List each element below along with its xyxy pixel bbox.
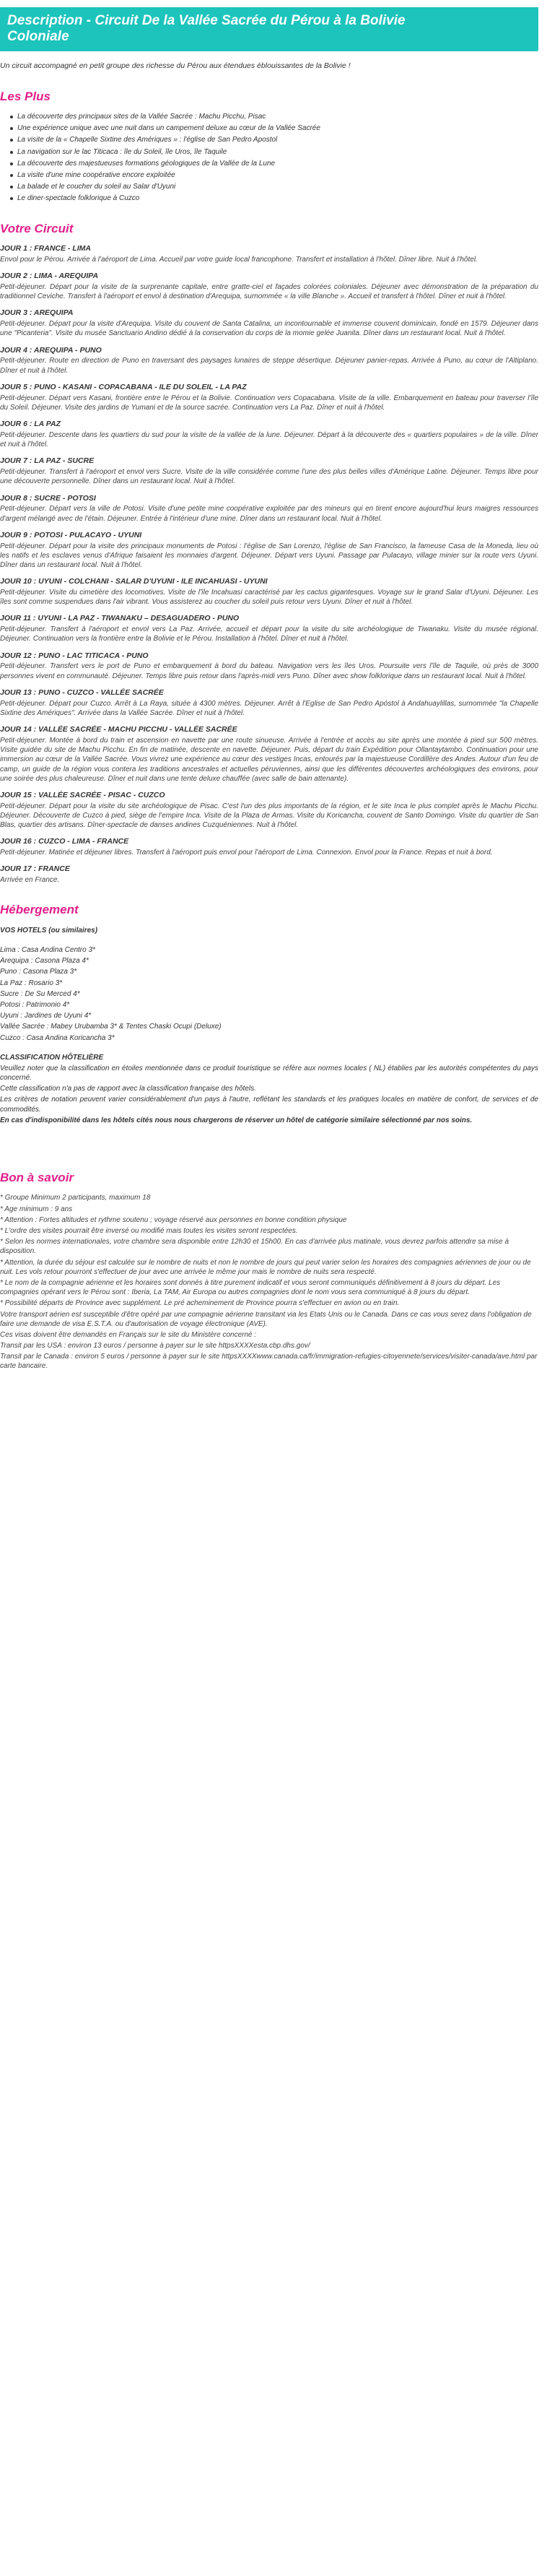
good-to-know-item: * Attention : Fortes altitudes et rythme soutenu ; voyage réservé aux personnes en bonne condition physique bbox=[0, 1215, 347, 1224]
day-title: JOUR 8 : SUCRE - POTOSI bbox=[0, 493, 96, 503]
itinerary-day bbox=[0, 688, 538, 718]
itinerary-day bbox=[0, 725, 538, 784]
itinerary-day bbox=[0, 308, 538, 338]
highlight-item: La balade et le coucher du soleil au Salar d'Uyuni bbox=[12, 182, 538, 191]
day-description: Arrivée en France. bbox=[0, 876, 60, 885]
itinerary-day bbox=[0, 531, 538, 570]
hotel-item: Arequipa : Casona Plaza 4* bbox=[0, 957, 89, 966]
page bbox=[0, 7, 547, 1387]
day-title: JOUR 4 : AREQUIPA - PUNO bbox=[0, 345, 102, 355]
section-title-circuit: Votre Circuit bbox=[0, 221, 74, 235]
day-title: JOUR 10 : UYUNI - COLCHANI - SALAR D'UYUNI - ILE INCAHUASI - UYUNI bbox=[0, 577, 268, 586]
day-title: JOUR 9 : POTOSI - PULACAYO - UYUNI bbox=[0, 530, 142, 539]
day-description: Petit-déjeuner. Départ pour la visite de la surprenante capitale, entre gratte-ciel et façades colorées coloniales. Déjeuner avec démonstration de la préparation du traditionnel Ceviche. Transfert à l'aéroport et envol à destination d'Arequipa, surnommée « la ville Blanche ». Accueil et transfert à l'hôtel. Dîner et nuit à l'hôtel. bbox=[0, 282, 538, 301]
good-to-know-item: Transit par le Canada : environ 5 euros / personne à payer sur le site httpsXXXXwww.canada.ca/fr/immigration-refugies-citoyennete/services/visiter-canada/ave.html par carte bancaire. bbox=[0, 1353, 538, 1371]
highlight-item: La visite de la « Chapelle Sixtine des Amériques » : l'église de San Pedro Apostol bbox=[12, 135, 538, 144]
day-description: Petit-déjeuner. Transfert à l'aéroport et envol vers Sucre. Visite de la ville considérée comme l'une des plus belles villes d'Amérique Latine. Déjeuner. Temps libre pour une découverte personnelle. Dîner dans un restaurant local. Nuit à l'hôtel. bbox=[0, 468, 538, 486]
itinerary-day bbox=[0, 791, 538, 830]
day-description: Petit-déjeuner. Visite du cimetière des locomotives. Visite de l'île Incahuasi caractérisé par les cactus gigantesques. Voyage sur le grand Salar d'Uyuni. Déjeuner. Les îles sont comme suspendues dans l'air vibrant. Vous assisterez au coucher du soleil puis retour vers Uyuni. Dîner et nuit à l'hôtel. bbox=[0, 589, 538, 607]
day-title: JOUR 12 : PUNO - LAC TITICACA - PUNO bbox=[0, 651, 149, 660]
itinerary-day bbox=[0, 420, 538, 449]
day-title: JOUR 15 : VALLÉE SACRÉE - PISAC - CUZCO bbox=[0, 790, 165, 799]
itinerary-day bbox=[0, 494, 538, 524]
day-description: Petit-déjeuner. Route en direction de Puno en traversant des paysages lunaires de steppe désertique. Déjeuner panier-repas. Arrivée à Puno, au cœur de l'Altiplano. Dîner et nuit à l'hôtel. bbox=[0, 357, 538, 375]
day-title: JOUR 16 : CUZCO - LIMA - FRANCE bbox=[0, 837, 129, 846]
day-title: JOUR 2 : LIMA - AREQUIPA bbox=[0, 272, 99, 281]
itinerary-day bbox=[0, 837, 538, 857]
hotel-item: Lima : Casa Andina Centro 3* bbox=[0, 946, 95, 955]
section-title-bon-savoir: Bon à savoir bbox=[0, 1171, 74, 1185]
classification-paragraph: Les critères de notation peuvent varier considérablement d'un pays à l'autre, reflétant les standards et les pratiques locales en matière de confort, de services et de commodités. bbox=[0, 1096, 538, 1114]
highlight-item: Le diner-spectacle folklorique à Cuzco bbox=[12, 194, 538, 203]
day-description: Petit-déjeuner. Transfert vers le port de Puno et embarquement à bord du bateau. Navigation vers les îles Uros. Poursuite vers l'île de Taquile, où près de 3000 personnes vivent en communauté. Déjeuner. Temps libre puis retour dans l'après-midi vers Puno. Dîner avec show folklorique dans un restaurant local. Nuit à l'hôtel. bbox=[0, 662, 538, 680]
day-title: JOUR 11 : UYUNI - LA PAZ - TIWANAKU – DESAGUADERO - PUNO bbox=[0, 614, 240, 623]
day-description: Petit-déjeuner. Descente dans les quartiers du sud pour la visite de la vallée de la lune. Déjeuner. Départ à la découverte des « quartiers populaires » de la ville. Dîner et nuit à l'hôtel. bbox=[0, 430, 538, 449]
page-title-line-2: Coloniale bbox=[7, 29, 69, 45]
itinerary-day bbox=[0, 651, 538, 681]
classification-notice: En cas d'indisponibilité dans les hôtels cités nous nous chargerons de réserver un hôtel de catégorie similaire sélectionné par nos soins. bbox=[0, 1116, 473, 1124]
classification-paragraph: Cette classification n'a pas de rapport avec la classification française des hôtels. bbox=[0, 1085, 256, 1093]
good-to-know-item: Ces visas doivent être demandés en Français sur le site du Ministère concerné : bbox=[0, 1330, 257, 1339]
section-title-hebergement: Hébergement bbox=[0, 903, 79, 917]
hotels-list bbox=[0, 945, 538, 1043]
highlights-list bbox=[0, 112, 538, 204]
section-title-plus: Les Plus bbox=[0, 89, 51, 103]
itinerary-day bbox=[0, 346, 538, 376]
day-description: Petit-déjeuner. Départ vers Kasani, frontière entre le Pérou et la Bolivie. Continuation vers Copacabana. Visite de la ville. Embarquement en bateau pour traverser l'île du Soleil. Déjeuner. Visite des jardins de Yumani et de la source sacrée. Continuation vers La Paz. Dîner et nuit à l'hôtel. bbox=[0, 394, 538, 412]
day-description: Petit-déjeuner. Matinée et déjeuner libres. Transfert à l'aéroport puis envol pour l'aéroport de Lima. Connexion. Envol pour la France. Repas et nuit à bord. bbox=[0, 849, 493, 857]
good-to-know-item: * Groupe Minimum 2 participants, maximum 18 bbox=[0, 1194, 151, 1202]
itinerary-day bbox=[0, 577, 538, 607]
main-content bbox=[0, 61, 547, 1371]
hotel-item: La Paz : Rosario 3* bbox=[0, 979, 63, 987]
itinerary-day bbox=[0, 272, 538, 301]
itinerary-day bbox=[0, 244, 538, 264]
classification-title: CLASSIFICATION HÔTELIÈRE bbox=[0, 1053, 104, 1062]
day-title: JOUR 14 : VALLÉE SACRÉE - MACHU PICCHU - VALLÉE SACRÉE bbox=[0, 725, 237, 734]
page-title-line-1: Description - Circuit De la Vallée Sacrée du Pérou à la Bolivie bbox=[7, 13, 406, 28]
hotel-item: Vallée Sacrée : Mabey Urubamba 3* & Tentes Chaski Ocupi (Deluxe) bbox=[0, 1023, 222, 1031]
itinerary-day bbox=[0, 864, 538, 885]
page-title-banner bbox=[0, 7, 538, 51]
good-to-know-item: * Attention, la durée du séjour est calculée sur le nombre de nuits et non le nombre de jours qui peut varier selon les horaires des compagnies aériennes de jour ou de nuit. Les vols retour pourront s'effectuer de jour avec une arrivée le même jour mais le nombre de nuits sera respecté. bbox=[0, 1258, 531, 1276]
good-to-know-item: Votre transport aérien est susceptible d'être opéré par une compagnie aérienne transitant via les Etats Unis ou le Canada. Dans ce cas vous serez dans l'obligation de faire une demande de visa E.S.T.A. ou d'autorisation de voyage électronique (AVE). bbox=[0, 1310, 532, 1328]
day-title: JOUR 7 : LA PAZ - SUCRE bbox=[0, 456, 95, 466]
highlight-item: La navigation sur le lac Titicaca : île du Soleil, île Uros, île Taquile bbox=[12, 147, 538, 157]
hotel-item: Puno : Casona Plaza 3* bbox=[0, 968, 77, 976]
day-description: Petit-déjeuner. Départ pour la visite des principaux monuments de Potosi : l'église de San Lorenzo, l'église de San Francisco, la fameuse Casa de la Moneda, lieu où les natifs et les esclaves venus d'Afrique faisaient les monnaies d'argent. Déjeuner. Départ vers Uyuni. Passage par Pulacayo, village minier sur la route vers Uyuni. Dîner dans un restaurant local. Nuit à l'hôtel. bbox=[0, 542, 538, 569]
hotel-item: Potosi : Patrimonio 4* bbox=[0, 1000, 70, 1009]
hotel-item: Sucre : De Su Merced 4* bbox=[0, 989, 80, 998]
day-title: JOUR 3 : AREQUIPA bbox=[0, 308, 74, 318]
itinerary-day bbox=[0, 383, 538, 412]
highlight-item: La découverte des majestueuses formations géologiques de la Vallée de la Lune bbox=[12, 159, 538, 168]
classification-paragraph: Veuillez noter que la classification en étoiles mentionnée dans ce produit touristique se réfère aux normes locales ( NL) établies par les autorités compétentes du pays concerné. bbox=[0, 1064, 538, 1083]
good-to-know-item: * Selon les normes internationales, votre chambre sera disponible entre 12h30 et 15h00. En cas d'arrivée plus matinale, vous devrez parfois attendre sa mise à disposition. bbox=[0, 1238, 509, 1256]
highlight-item: La découverte des principaux sites de la Vallée Sacrée : Machu Picchu, Pisac bbox=[12, 112, 538, 121]
itinerary-day bbox=[0, 614, 538, 643]
good-to-know-item: Transit par les USA : environ 13 euros / personne à payer sur le site httpsXXXXesta.cbp.dhs.gov/ bbox=[0, 1342, 310, 1350]
good-to-know-item: * Age minimum : 9 ans bbox=[0, 1205, 73, 1213]
day-title: JOUR 6 : LA PAZ bbox=[0, 420, 61, 429]
hotel-item: Cuzco : Casa Andina Koricancha 3* bbox=[0, 1033, 115, 1042]
intro-text: Un circuit accompagné en petit groupe des richesse du Pérou aux étendues éblouissantes de la Bolivie ! bbox=[0, 61, 351, 70]
day-title: JOUR 1 : FRANCE - LIMA bbox=[0, 244, 91, 253]
day-description: Petit-déjeuner. Départ pour la visite d'Arequipa. Visite du couvent de Santa Catalina, un incontournable et immense couvent dominicain, fondé en 1579. Déjeuner dans une "Picanteria". Visite du musée Sanctuario Andino dédié à la conservation du corps de la momie gelée Juanita. Dîner dans un restaurant local. Nuit à l'hôtel. bbox=[0, 320, 538, 338]
hotel-item: Uyuni : Jardines de Uyuni 4* bbox=[0, 1012, 92, 1020]
day-title: JOUR 13 : PUNO - CUZCO - VALLÉE SACRÉE bbox=[0, 688, 164, 697]
day-description: Petit-déjeuner. Montée à bord du train et ascension en navette par une route sinueuse. Arrivée à l'entrée et accès au site après une montée à pied sur 500 mètres. Visite guidée du site de Machu Picchu. En fin de matinée, descente en navette. Déjeuner. Puis, départ du train Expédition pour Ollantaytambo. Continuation pour une immersion au cœur de la Vallée Sacrée. Vous vivrez une expérience au cœur des vestiges Incas, entourés par la majestueuse Cordillère des Andes. Autour d'un feu de camp, un guide de la région vous contera les traditions ancestrales et actuelles péruviennes, ainsi que les différentes découvertes archéologiques des environs, pour une soirée des plus chaleureuse. Dîner et nuit dans une tente deluxe chauffée (avec salle de bain attenante). bbox=[0, 736, 538, 783]
day-title: JOUR 17 : FRANCE bbox=[0, 864, 70, 874]
highlight-item: Une expérience unique avec une nuit dans un campement deluxe au cœur de la Vallée Sacrée bbox=[12, 123, 538, 133]
day-description: Petit-déjeuner. Transfert à l'aéroport et envol vers La Paz. Arrivée, accueil et départ pour la visite du site archéologique de Tiwanaku. Visite du musée régional. Déjeuner. Continuation vers la frontière entre la Bolivie et le Pérou. Installation à l'hôtel. Dîner et nuit à l'hôtel. bbox=[0, 625, 538, 643]
day-description: Envol pour le Pérou. Arrivée à l'aéroport de Lima. Accueil par votre guide local francophone. Transfert et installation à l'hôtel. Dîner libre. Nuit à l'hôtel. bbox=[0, 255, 478, 264]
good-to-know-list bbox=[0, 1193, 538, 1371]
itinerary-day bbox=[0, 456, 538, 486]
day-title: JOUR 5 : PUNO - KASANI - COPACABANA - ILE DU SOLEIL - LA PAZ bbox=[0, 382, 247, 391]
day-description: Petit-déjeuner. Départ pour Cuzco. Arrêt à La Raya, située à 4300 mètres. Déjeuner. Arrêt à l'Eglise de San Pedro Apóstol à Andahuaylillas, surnommée "la Chapelle Sixtine des Amériques". Arrivée dans la Vallée Sacrée. Dîner et nuit à l'hôtel. bbox=[0, 699, 538, 717]
day-description: Petit-déjeuner. Départ vers la ville de Potosi. Visite d'une petite mine coopérative exploitée par des mineurs qui en tirent encore aujourd'hui leurs maigres ressources d'argent mélangé avec de l'étain. Déjeuner. Entrée à l'intérieur d'une mine. Dîner dans un restaurant local. Nuit à l'hôtel. bbox=[0, 505, 538, 523]
day-description: Petit-déjeuner. Départ pour la visite du site archéologique de Pisac. C'est l'un des plus importants de la région, et le site Inca le plus complet après le Machu Picchu. Déjeuner. Découverte de Cuzco à pied, siège de l'empire Inca. Visite de la Plaza de Armas. Visite du Koricancha, couvent de Santo Domingo. Visite du quartier de San Blas, quartier des artisans. Dîner-spectacle de danses andines Cuzquéniennes. Nuit à l'hôtel. bbox=[0, 802, 538, 830]
good-to-know-item: * Le nom de la compagnie aérienne et les horaires sont donnés à titre purement indicatif et vous seront communiqués définitivement à 8 jours du départ. Les compagnies opérant vers le Pérou sont : Iberia, La TAM, Air Europa ou autres compagnies dont le nom vous sera communiqué à 8 jours du départ. bbox=[0, 1278, 501, 1297]
hotels-subtitle: VOS HOTELS (ou similaires) bbox=[0, 926, 98, 934]
good-to-know-item: * Possibilité départs de Province avec supplément. Le pré acheminement de Province pourra s'effectuer en avion ou en train. bbox=[0, 1299, 400, 1308]
classification-text bbox=[0, 1064, 538, 1114]
itinerary-days bbox=[0, 244, 538, 885]
good-to-know-item: * L'ordre des visites pourrait être inversé ou modifié mais toutes les visites seront respectées. bbox=[0, 1227, 298, 1236]
highlight-item: La visite d'une mine coopérative encore exploitée bbox=[12, 170, 538, 180]
